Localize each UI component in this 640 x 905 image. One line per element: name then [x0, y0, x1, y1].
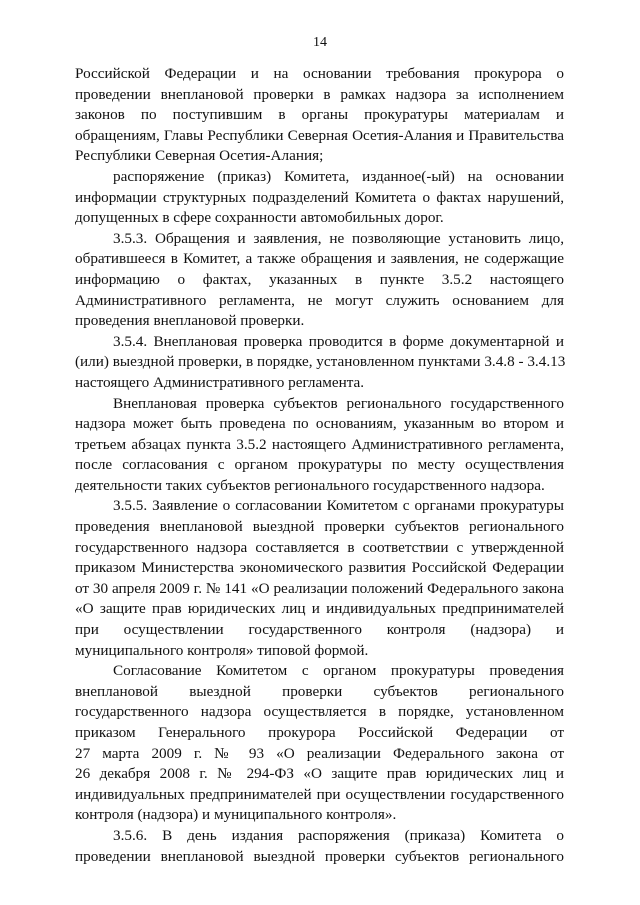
text-line: 27 марта 2009 г. № 93 «О реализации Федерального закона от: [75, 744, 564, 762]
text-line: третьем абзацах пункта 3.5.2 настоящего Административного регламента,: [75, 435, 564, 453]
paragraph: [75, 826, 564, 867]
text-line: 3.5.4. Внеплановая проверка проводится в форме документарной и: [113, 332, 564, 350]
text-line: проведении внеплановой проверки в рамках надзора за исполнением: [75, 85, 564, 103]
paragraph: [75, 332, 564, 394]
text-line: от 30 апреля 2009 г. № 141 «О реализации положений Федерального закона: [75, 579, 564, 597]
text-line: Республики Северная Осетия-Алания;: [75, 147, 324, 165]
text-line: Административного регламента, не могут служить основанием для: [75, 291, 564, 309]
text-line: Согласование Комитетом с органом прокуратуры проведения: [113, 662, 564, 680]
text-line: допущенных в сфере сохранности автомобильных дорог.: [75, 209, 444, 227]
text-line: внеплановой выездной проверки субъектов регионального: [75, 682, 564, 700]
text-line: информацию о фактах, указанных в пункте 3.5.2 настоящего: [75, 270, 564, 288]
text-line: (или) выездной проверки, в порядке, установленном пунктами 3.4.8 - 3.4.13: [75, 353, 566, 371]
text-line: контроля (надзора) и муниципального контроля».: [75, 806, 397, 824]
text-line: Внеплановая проверка субъектов регионального государственного: [113, 394, 564, 412]
text-line: 26 декабря 2008 г. № 294-ФЗ «О защите прав юридических лиц и: [75, 765, 564, 783]
paragraph: [75, 64, 564, 167]
text-line: информации структурных подразделений Комитета о фактах нарушений,: [75, 188, 564, 206]
paragraph: [75, 167, 564, 229]
text-line: при осуществлении государственного контроля (надзора) и: [75, 621, 564, 639]
text-line: Российской Федерации и на основании требования прокурора о: [75, 65, 564, 82]
text-line: обратившееся в Комитет, а также обращения и заявления, не содержащие: [75, 250, 564, 268]
text-line: проведения внеплановой выездной проверки субъектов регионального: [75, 518, 564, 536]
paragraph: [75, 661, 564, 826]
text-line: проведении внеплановой выездной проверки субъектов регионального: [75, 847, 564, 865]
paragraph: [75, 496, 564, 661]
text-line: проведения внеплановой проверки.: [75, 312, 305, 330]
text-line: индивидуальных предпринимателей при осуществлении государственного: [75, 785, 564, 803]
text-line: деятельности таких субъектов регионального государственного надзора.: [75, 476, 545, 494]
text-line: 3.5.3. Обращения и заявления, не позволяющие установить лицо,: [113, 229, 564, 247]
text-line: после согласования с органом прокуратуры по месту осуществления: [75, 456, 564, 474]
document-body: [75, 64, 564, 867]
text-line: приказом Генерального прокурора Российской Федерации от: [75, 724, 564, 741]
text-line: распоряжение (приказ) Комитета, изданное(-ый) на основании: [113, 167, 564, 185]
paragraph: [75, 394, 564, 497]
text-line: «О защите прав юридических лиц и индивидуальных предпринимателей: [75, 600, 564, 618]
text-line: приказом Министерства экономического развития Российской Федерации: [75, 559, 564, 577]
text-line: надзора может быть проведена по основаниям, указанным во втором и: [75, 415, 564, 433]
text-line: обращениям, Главы Республики Северная Осетия-Алания и Правительства: [75, 126, 564, 144]
text-line: законов по поступившим в органы прокуратуры материалам и: [75, 106, 564, 124]
text-line: настоящего Административного регламента.: [75, 373, 365, 391]
page-number: 14: [313, 35, 327, 50]
paragraph: [75, 229, 564, 332]
text-line: 3.5.5. Заявление о согласовании Комитетом с органами прокуратуры: [113, 497, 564, 515]
text-line: муниципального контроля» типовой формой.: [75, 641, 369, 659]
text-line: государственного надзора осуществляется в порядке, установленном: [75, 703, 564, 721]
text-line: государственного надзора составляется в соответствии с утвержденной: [75, 538, 564, 556]
text-line: 3.5.6. В день издания распоряжения (приказа) Комитета о: [113, 826, 564, 844]
